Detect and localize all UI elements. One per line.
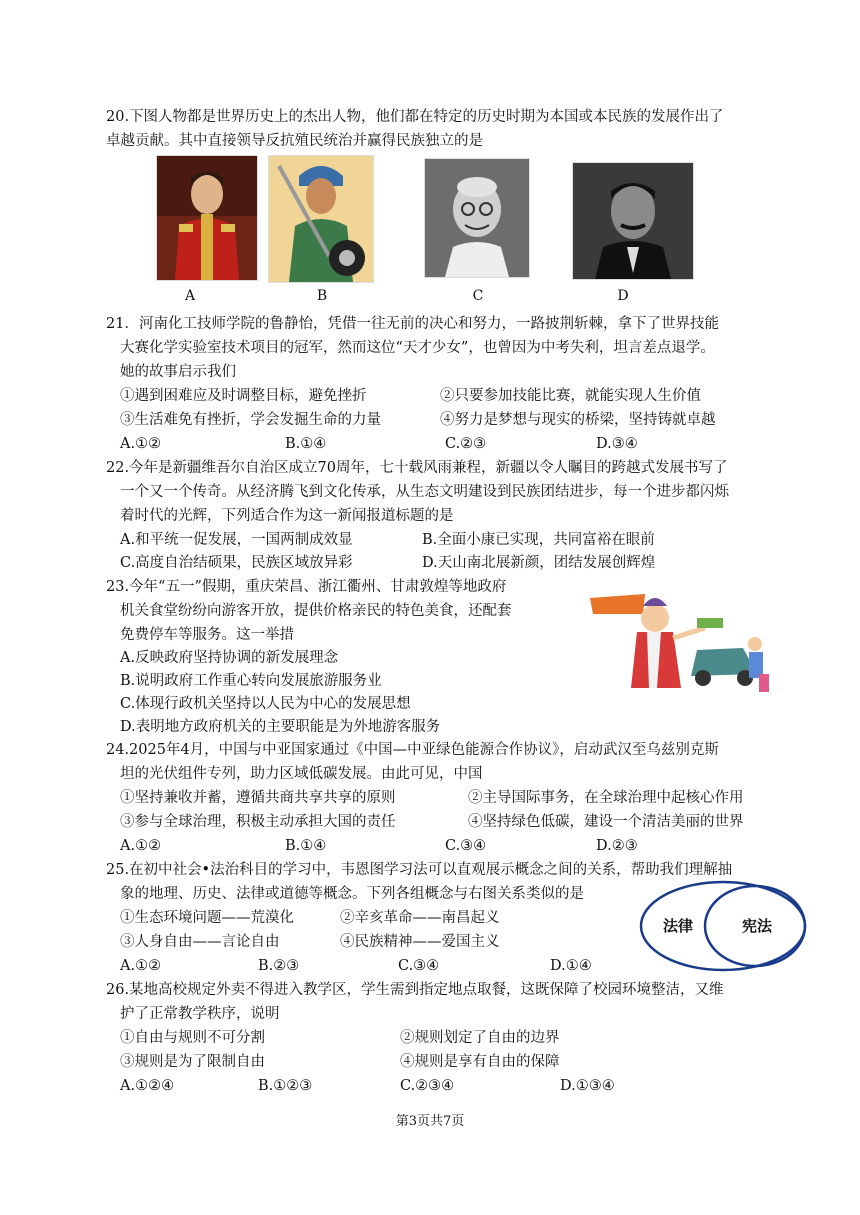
q22-stem-line3: 着时代的光辉，下列适合作为这一新闻报道标题的是	[120, 508, 454, 524]
q25-statement-2: ②辛亥革命——南昌起义	[340, 910, 500, 926]
page-footer: 第3页共7页	[395, 1114, 465, 1129]
q24-stem-line1: 24.2025年4月，中国与中亚国家通过《中国—中亚绿色能源合作协议》，启动武汉至乌兹别克斯	[106, 742, 719, 758]
q24-option-b: B.①④	[285, 838, 327, 854]
q22-option-a: A.和平统一促发展，一国两制成效显	[120, 532, 353, 548]
q25-option-c: C.③④	[398, 958, 440, 974]
q26-stem-line2: 护了正常教学秩序，说明	[120, 1006, 280, 1022]
portrait-d-label: D	[617, 288, 629, 304]
q24-statement-4: ④坚持绿色低碳，建设一个清洁美丽的世界	[468, 814, 744, 830]
q23-stem-line3: 免费停车等服务。这一举措	[120, 627, 294, 643]
q26-option-a: A.①②④	[120, 1078, 175, 1094]
q26-statement-2: ②规则划定了自由的边界	[400, 1030, 560, 1046]
q21-stem-line3: 她的故事启示我们	[120, 364, 236, 380]
q21-statement-2: ②只要参加技能比赛，就能实现人生价值	[440, 388, 701, 404]
q26-statement-3: ③规则是为了限制自由	[120, 1054, 265, 1070]
q21-stem-line2: 大赛化学实验室技术项目的冠军，然而这位“天才少女”，也曾因为中考失利，坦言差点退学。	[120, 340, 715, 356]
portrait-c	[424, 158, 530, 278]
q23-stem-line2: 机关食堂纷纷向游客开放，提供价格亲民的特色美食，还配套	[120, 603, 512, 619]
q23-option-d: D.表明地方政府机关的主要职能是为外地游客服务	[120, 719, 441, 735]
q25-option-d: D.①④	[550, 958, 592, 974]
q24-statement-2: ②主导国际事务，在全球治理中起核心作用	[468, 790, 744, 806]
q24-option-c: C.③④	[445, 838, 487, 854]
q23-cartoon-image	[585, 588, 775, 706]
q21-statement-4: ④努力是梦想与现实的桥梁，坚持铸就卓越	[440, 412, 716, 428]
q21-statement-1: ①遇到困难应及时调整目标，避免挫折	[120, 388, 367, 404]
q25-statement-1: ①生态环境问题——荒漠化	[120, 910, 294, 926]
q26-statement-1: ①自由与规则不可分割	[120, 1030, 265, 1046]
venn-inner-label: 宪法	[741, 917, 773, 935]
q24-statement-3: ③参与全球治理，积极主动承担大国的责任	[120, 814, 396, 830]
q23-stem-line1: 23.今年“五一”假期，重庆荣昌、浙江衢州、甘肃敦煌等地政府	[106, 579, 507, 595]
portrait-b	[268, 155, 374, 283]
portrait-d	[572, 162, 694, 280]
q24-stem-line2: 坦的光伏组件专列，助力区域低碳发展。由此可见，中国	[120, 766, 483, 782]
q21-stem-line1: 21．河南化工技师学院的鲁静怡，凭借一往无前的决心和努力，一路披荆斩棘，拿下了世界技能	[106, 316, 719, 332]
q24-statement-1: ①坚持兼收并蓄，遵循共商共享共享的原则	[120, 790, 396, 806]
portrait-a	[156, 155, 258, 281]
q22-option-d: D.天山南北展新颜，团结发展创辉煌	[422, 555, 656, 571]
q25-stem-line2: 象的地理、历史、法律或道德等概念。下列各组概念与右图关系类似的是	[120, 886, 584, 902]
q21-statement-3: ③生活难免有挫折，学会发掘生命的力量	[120, 412, 381, 428]
q22-stem-line2: 一个又一个传奇。从经济腾飞到文化传承，从生态文明建设到民族团结进步，每一个进步都闪烁	[120, 484, 729, 500]
q21-option-d: D.③④	[596, 436, 638, 452]
venn-diagram	[638, 878, 808, 978]
portrait-b-label: B	[316, 288, 328, 304]
q24-option-a: A.①②	[120, 838, 162, 854]
q26-option-d: D.①③④	[560, 1078, 615, 1094]
q20-stem-line1: 20.下图人物都是世界历史上的杰出人物，他们都在特定的历史时期为本国或本民族的发展作出了	[106, 109, 724, 125]
q22-option-b: B.全面小康已实现，共同富裕在眼前	[422, 532, 655, 548]
q23-option-a: A.反映政府坚持协调的新发展理念	[120, 650, 339, 666]
q26-option-b: B.①②③	[258, 1078, 313, 1094]
q25-stem-line1: 25.在初中社会•法治科目的学习中，韦恩图学习法可以直观展示概念之间的关系，帮助我们理解抽	[106, 862, 733, 878]
q21-option-a: A.①②	[120, 436, 162, 452]
q25-statement-3: ③人身自由——言论自由	[120, 934, 280, 950]
q22-option-c: C.高度自治结硕果，民族区域放异彩	[120, 555, 353, 571]
q24-option-d: D.②③	[596, 838, 638, 854]
q26-statement-4: ④规则是享有自由的保障	[400, 1054, 560, 1070]
q25-statement-4: ④民族精神——爱国主义	[340, 934, 500, 950]
portrait-c-label: C	[472, 288, 484, 304]
q25-option-b: B.②③	[258, 958, 300, 974]
q21-option-b: B.①④	[285, 436, 327, 452]
q23-option-c: C.体现行政机关坚持以人民为中心的发展思想	[120, 696, 411, 712]
q26-option-c: C.②③④	[400, 1078, 455, 1094]
portrait-a-label: A	[184, 288, 196, 304]
q22-stem-line1: 22.今年是新疆维吾尔自治区成立70周年，七十载风雨兼程，新疆以令人瞩目的跨越式发展书写了	[106, 460, 728, 476]
q23-option-b: B.说明政府工作重心转向发展旅游服务业	[120, 673, 382, 689]
q26-stem-line1: 26.某地高校规定外卖不得进入教学区，学生需到指定地点取餐，这既保障了校园环境整洁，又维	[106, 982, 724, 998]
q21-option-c: C.②③	[445, 436, 487, 452]
venn-outer-label: 法律	[662, 917, 694, 935]
q20-stem-line2: 卓越贡献。其中直接领导反抗殖民统治并赢得民族独立的是	[106, 133, 483, 149]
q25-option-a: A.①②	[120, 958, 162, 974]
